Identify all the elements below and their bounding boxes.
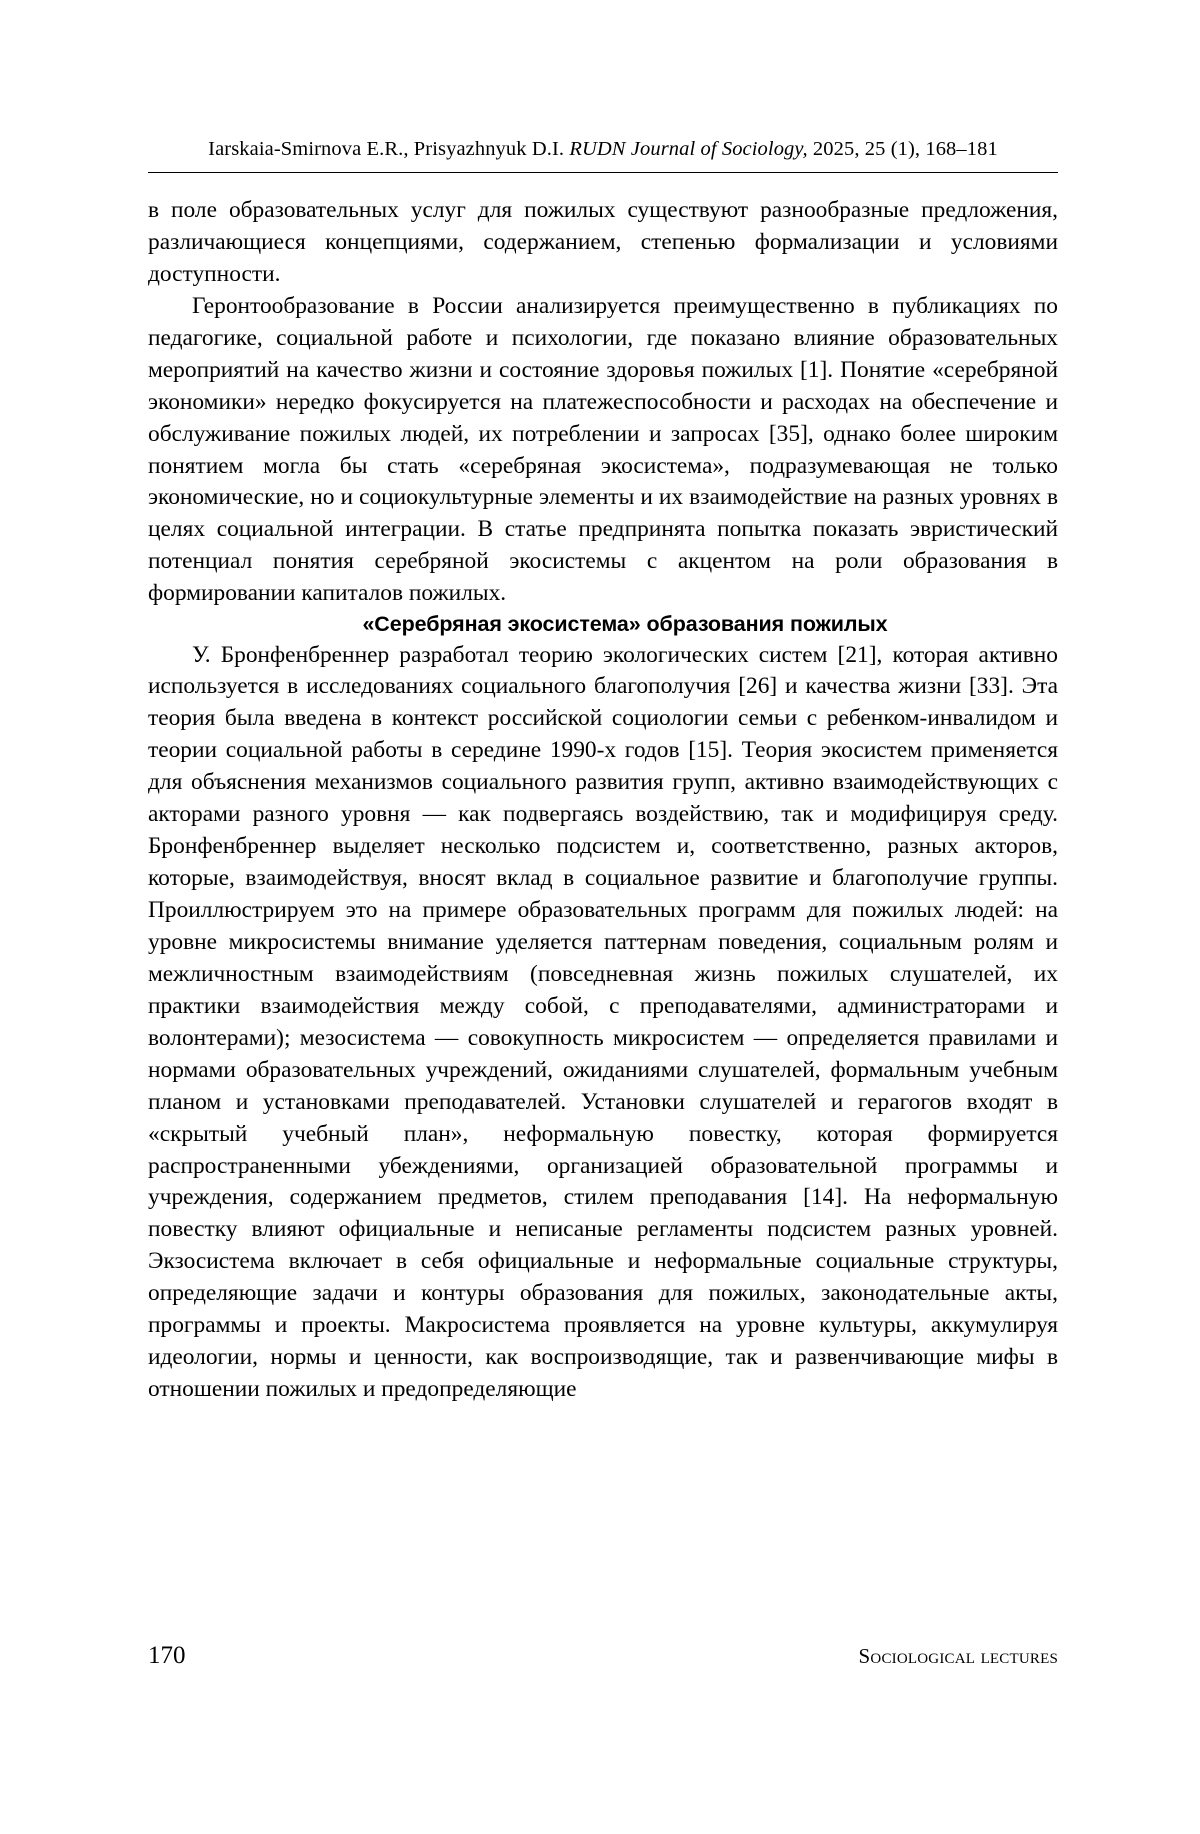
running-head-issue: 2025, 25 (1), 168–181 [807, 138, 998, 160]
page-footer [148, 1642, 1058, 1670]
paragraph: в поле образовательных услуг для пожилых существуют разнообразные предложения, различающиеся концепциями, содержанием, степенью формализации и условиями доступности. [148, 197, 1058, 287]
section-heading: «Серебряная экосистема» образования пожилых [362, 612, 888, 637]
running-head-authors: Iarskaia-Smirnova E.R., Prisyazhnyuk D.I. [208, 138, 565, 160]
paragraph: Геронтообразование в России анализируется преимущественно в публикациях по педагогике, социальной работе и психологии, где показано влияние образовательных мероприятий на качество жизни и состояние здоровья пожилых [1]. Понятие «серебряной экономики» нередко фокусируется на платежеспособности и расходах на обеспечение и обслуживание пожилых людей, их потреблении и запросах [35], однако более широким понятием могла бы стать «серебряная экосистема», подразумевающая не только экономические, но и социокультурные элементы и их взаимодействие на разных уровнях в целях социальной интеграции. В статье предпринята попытка показать эвристический потенциал понятия серебряной экосистемы с акцентом на роли образования в формировании капиталов пожилых. [148, 292, 1058, 607]
page-number: 170 [148, 1642, 186, 1669]
running-head-journal: RUDN Journal of Sociology, [569, 138, 808, 160]
running-head [148, 138, 1058, 161]
footer-section-label: Sociological lectures [858, 1644, 1058, 1668]
paragraph: У. Бронфенбреннер разработал теорию экологических систем [21], которая активно используется в исследованиях социального благополучия [26] и качества жизни [33]. Эта теория была введена в контекст российской социологии семьи с ребенком-инвалидом и теории социальной работы в середине 1990-х годов [15]. Теория экосистем применяется для объяснения механизмов социального развития групп, активно взаимодействующих с акторами разного уровня — как подвергаясь воздействию, так и модифицируя среду. Бронфенбреннер выделяет несколько подсистем и, соответственно, разных акторов, которые, взаимодействуя, вносят вклад в социальное развитие и благополучие группы. Проиллюстрируем это на примере образовательных программ для пожилых людей: на уровне микросистемы внимание уделяется паттернам поведения, социальным ролям и межличностным взаимодействиям (повседневная жизнь пожилых слушателей, их практики взаимодействия между собой, с преподавателями, администраторами и волонтерами); мезосистема — совокупность микросистем — определяется правилами и нормами образовательных учреждений, ожиданиями слушателей, формальным учебным планом и установками преподавателей. Установки слушателей и герагогов входят в «скрытый учебный план», неформальную повестку, которая формируется распространенными убеждениями, организацией образовательной программы и учреждения, содержанием предметов, стилем преподавания [14]. На неформальную повестку влияют официальные и неписаные регламенты подсистем разных уровней. Экзосистема включает в себя официальные и неформальные социальные структуры, определяющие задачи и контуры образования для пожилых, законодательные акты, программы и проекты. Макросистема проявляется на уровне культуры, аккумулируя идеологии, нормы и ценности, как воспроизводящие, так и развенчивающие мифы в отношении пожилых и предопределяющие [148, 641, 1058, 1403]
header-divider [148, 172, 1058, 173]
page-content [148, 138, 1058, 1406]
body-text-block [148, 195, 1058, 1406]
